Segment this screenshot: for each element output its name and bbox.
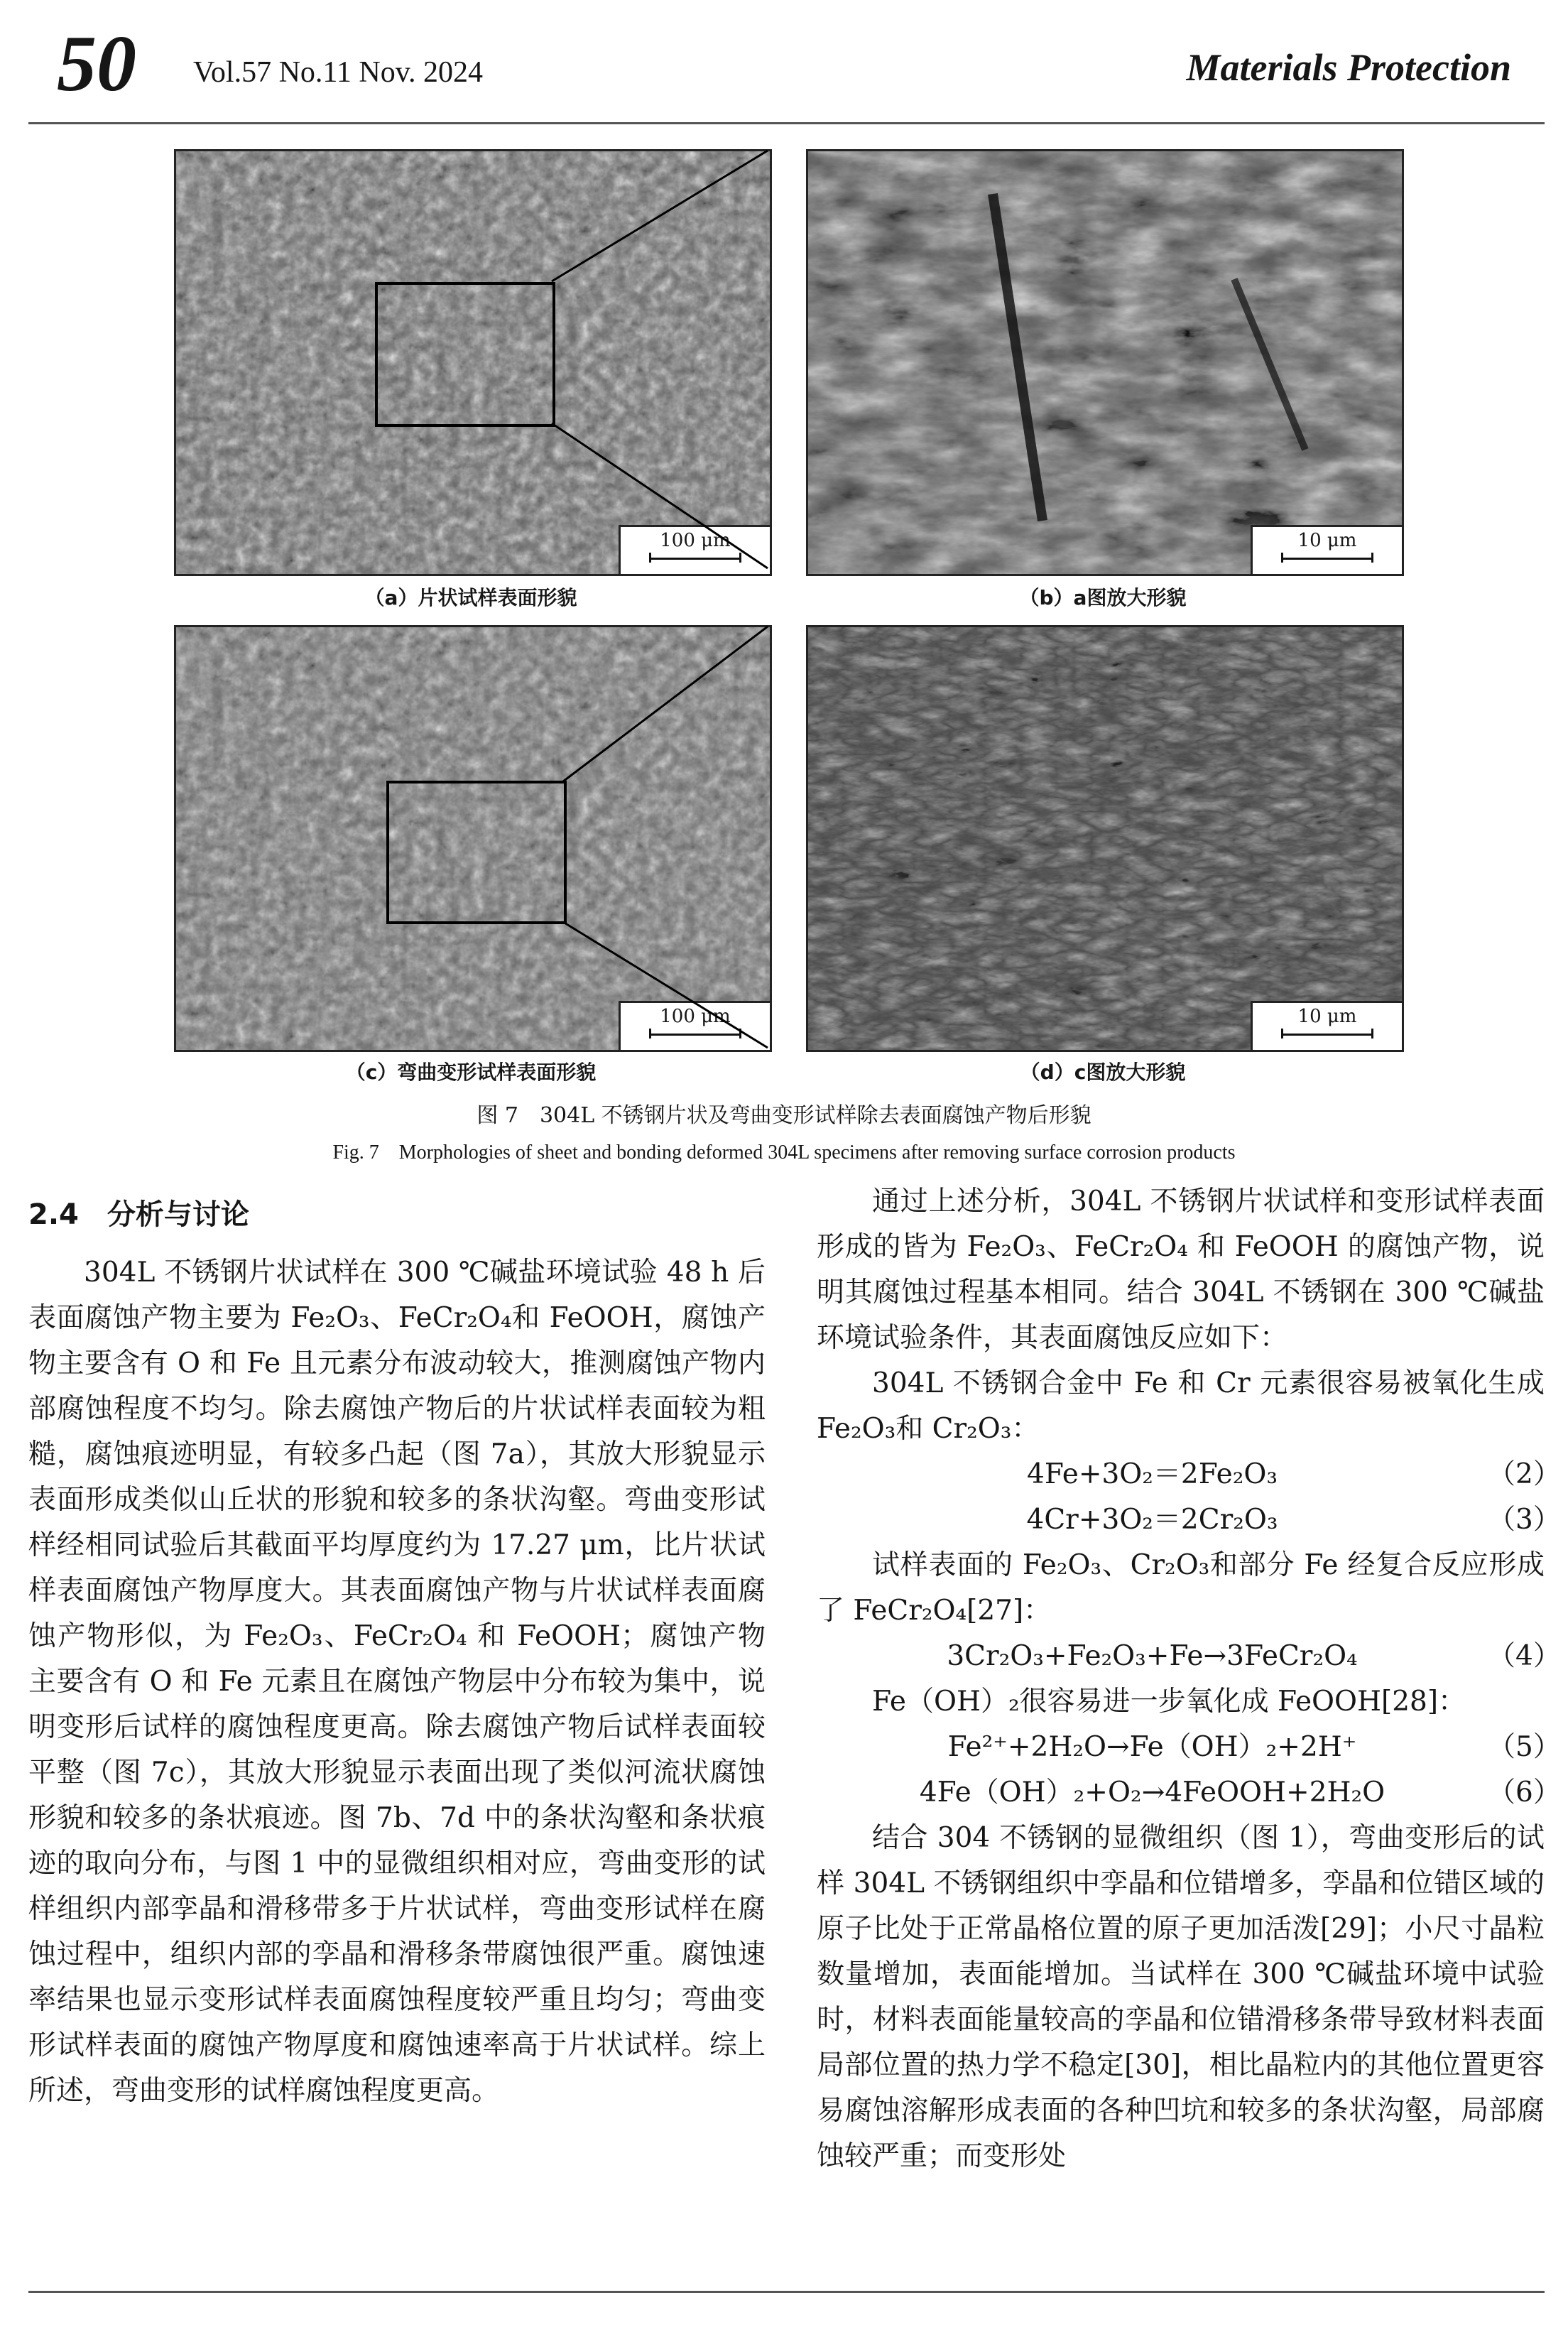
issue-info: Vol.57 No.11 Nov. 2024	[193, 56, 483, 89]
scale-bar-a: 100 μm	[619, 525, 770, 574]
subcaption-a: （a）片状试样表面形貌	[364, 586, 577, 609]
sem-image-d	[806, 625, 1404, 1052]
equation-3: 4Cr+3O₂＝2Cr₂O₃ （3）	[1026, 1504, 1561, 1536]
right-paragraph-2: 304L 不锈钢合金中 Fe 和 Cr 元素很容易被氧化生成 Fe₂O₃和 Cr₂O₃：	[817, 1367, 1545, 1445]
right-paragraph-3: 试样表面的 Fe₂O₃、Cr₂O₃和部分 Fe 经复合反应形成了 FeCr₂O₄[27]：	[817, 1549, 1545, 1627]
left-column	[28, 1192, 766, 2114]
page-number: 50	[57, 20, 136, 108]
figure-caption-cn: 图 7 304L 不锈钢片状及弯曲变形试样除去表面腐蚀产物后形貌	[477, 1103, 1091, 1128]
section-heading: 2.4 分析与讨论	[28, 1198, 249, 1231]
figure-caption-en: Fig. 7 Morphologies of sheet and bonding deformed 304L specimens after removing surface corrosion products	[332, 1141, 1236, 1164]
scale-bar-d: 10 μm	[1251, 1001, 1402, 1050]
footer-rule	[28, 2291, 1545, 2293]
scale-bar-b: 10 μm	[1251, 525, 1402, 574]
subcaption-b: （b）a图放大形貌	[1019, 586, 1187, 609]
subcaption-d: （d）c图放大形貌	[1020, 1061, 1186, 1084]
equation-2: 4Fe+3O₂＝2Fe₂O₃ （2）	[1027, 1458, 1561, 1490]
equation-5: Fe²⁺+2H₂O→Fe（OH）₂+2H⁺ （5）	[947, 1731, 1561, 1763]
subcaption-c: （c）弯曲变形试样表面形貌	[345, 1061, 597, 1084]
equation-4: 3Cr₂O₃+Fe₂O₃+Fe→3FeCr₂O₄ （4）	[947, 1640, 1561, 1672]
right-paragraph-5: 结合 304 不锈钢的显微组织（图 1），弯曲变形后的试样 304L 不锈钢组织中孪晶和位错增多，孪晶和位错区域的原子比处于正常晶格位置的原子更加活泼[29]；小尺寸晶粒数量增加，表面能增加。当试样在 300 ℃碱盐环境中试验时，材料表面能量较高的孪晶和位错滑移条带导致材料表面局部位置的热力学不稳定[30]，相比晶粒内的其他位置更容易腐蚀溶解形成表面的各种凹坑和较多的条状沟壑，局部腐蚀较严重；而变形处	[817, 1822, 1545, 2172]
right-column	[817, 1179, 1561, 2179]
scale-bar-c: 100 μm	[619, 1001, 770, 1050]
sem-image-b	[806, 149, 1404, 576]
journal-name: Materials Protection	[1186, 46, 1511, 89]
right-paragraph-1: 通过上述分析，304L 不锈钢片状试样和变形试样表面形成的皆为 Fe₂O₃、FeCr₂O₄ 和 FeOOH 的腐蚀产物，说明其腐蚀过程基本相同。结合 304L 不锈钢在 300 ℃碱盐环境试验条件，其表面腐蚀反应如下：	[817, 1186, 1545, 1354]
left-paragraph: 304L 不锈钢片状试样在 300 ℃碱盐环境试验 48 h 后表面腐蚀产物主要为 Fe₂O₃、FeCr₂O₄和 FeOOH，腐蚀产物主要含有 O 和 Fe 且元素分布波动较大，推测腐蚀产物内部腐蚀程度不均匀。除去腐蚀产物后的片状试样表面较为粗糙，腐蚀痕迹明显，有较多凸起（图 7a），其放大形貌显示表面形成类似山丘状的形貌和较多的条状沟壑。弯曲变形试样经相同试验后其截面平均厚度约为 17.27 μm，比片状试样表面腐蚀产物厚度大。其表面腐蚀产物与片状试样表面腐蚀产物形似，为 Fe₂O₃、FeCr₂O₄ 和 FeOOH；腐蚀产物主要含有 O 和 Fe 元素且在腐蚀产物层中分布较为集中，说明变形后试样的腐蚀程度更高。除去腐蚀产物后试样表面较平整（图 7c），其放大形貌显示表面出现了类似河流状腐蚀形貌和较多的条状痕迹。图 7b、7d 中的条状沟壑和条状痕迹的取向分布，与图 1 中的显微组织相对应，弯曲变形的试样组织内部孪晶和滑移带多于片状试样，弯曲变形试样在腐蚀过程中，组织内部的孪晶和滑移条带腐蚀很严重。腐蚀速率结果也显示变形试样表面腐蚀程度较严重且均匀；弯曲变形试样表面的腐蚀产物厚度和腐蚀速率高于片状试样。综上所述，弯曲变形的试样腐蚀程度更高。	[28, 1257, 766, 2107]
right-paragraph-4: Fe（OH）₂很容易进一步氧化成 FeOOH[28]：	[872, 1686, 1466, 1718]
equation-6: 4Fe（OH）₂+O₂→4FeOOH+2H₂O （6）	[919, 1777, 1561, 1808]
